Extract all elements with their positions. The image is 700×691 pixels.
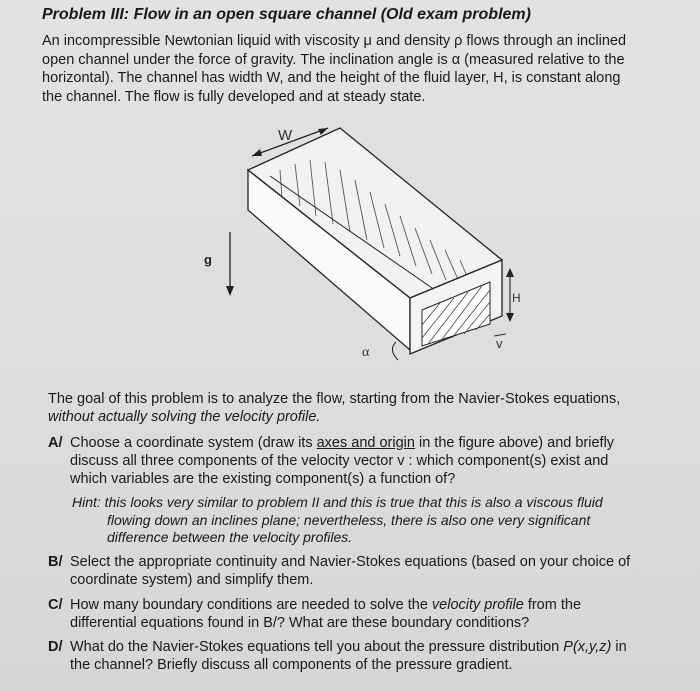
- velocity-label: v: [496, 336, 503, 351]
- width-arrow-head-left: [252, 149, 262, 156]
- hint-line: Hint: this looks very similar to problem II and this is true that this is also a viscous fluid: [72, 494, 603, 510]
- width-label: W: [278, 127, 293, 144]
- question-text: coordinate system) and simplify them.: [70, 572, 314, 588]
- question-text: in the figure above) and briefly: [414, 435, 615, 451]
- hint-block: [72, 494, 662, 547]
- question-text: in: [611, 639, 627, 655]
- height-label: H: [512, 291, 521, 305]
- angle-arc: [392, 342, 398, 360]
- height-arrow-head-bottom: [506, 313, 514, 322]
- hint-line: difference between the velocity profiles.: [107, 529, 353, 545]
- question-d: [48, 638, 658, 674]
- question-text-italic: velocity profile: [431, 597, 524, 613]
- intro-line: An incompressible Newtonian liquid with viscosity μ and density ρ flows through an inclined: [42, 33, 627, 49]
- goal-line: The goal of this problem is to analyze the flow, starting from the Navier-Stokes equations,: [48, 391, 621, 407]
- question-label: B/: [48, 554, 63, 570]
- height-arrow-head-top: [506, 268, 514, 277]
- channel-diagram: [200, 120, 530, 380]
- question-text: discuss all three components of the velocity vector v : which component(s) exist and: [70, 453, 609, 469]
- goal-paragraph: [48, 390, 658, 426]
- gravity-arrow-head: [226, 286, 234, 296]
- question-b: [48, 553, 658, 589]
- intro-line: the channel. The flow is fully developed and at steady state.: [42, 88, 426, 105]
- question-text-underlined: axes and origin: [316, 435, 415, 451]
- question-text: What do the Navier-Stokes equations tell you about the pressure distribution: [70, 639, 564, 655]
- question-c: [48, 596, 658, 632]
- question-text: which variables are the existing component(s) a function of?: [70, 471, 456, 487]
- question-text: the channel? Briefly discuss all components of the pressure gradient.: [70, 657, 513, 673]
- question-label: D/: [48, 639, 63, 655]
- question-text: from the: [523, 597, 582, 613]
- goal-line: without actually solving the velocity profile.: [48, 409, 321, 425]
- intro-line: horizontal). The channel has width W, and the height of the fluid layer, H, is constant along: [42, 70, 621, 86]
- question-label: C/: [48, 597, 63, 613]
- question-text: How many boundary conditions are needed to solve the: [70, 597, 432, 613]
- hint-line: flowing down an inclines plane; nevertheless, there is also one very significant: [107, 511, 591, 528]
- question-text: Select the appropriate continuity and Navier-Stokes equations (based on your choice of: [70, 554, 631, 570]
- question-a: [48, 434, 658, 488]
- gravity-label: g: [204, 252, 212, 267]
- question-text-italic: P(x,y,z): [563, 639, 612, 655]
- intro-line: open channel under the force of gravity. The inclination angle is α (measured relative to the: [42, 51, 625, 68]
- channel-figure: [200, 120, 530, 380]
- question-label: A/: [48, 435, 63, 451]
- question-text: differential equations found in B/? What are these boundary conditions?: [70, 615, 530, 631]
- angle-label: α: [362, 345, 370, 360]
- problem-intro: [42, 32, 662, 106]
- question-text: Choose a coordinate system (draw its: [70, 435, 317, 451]
- problem-title: Problem III: Flow in an open square channel (Old exam problem): [42, 6, 531, 23]
